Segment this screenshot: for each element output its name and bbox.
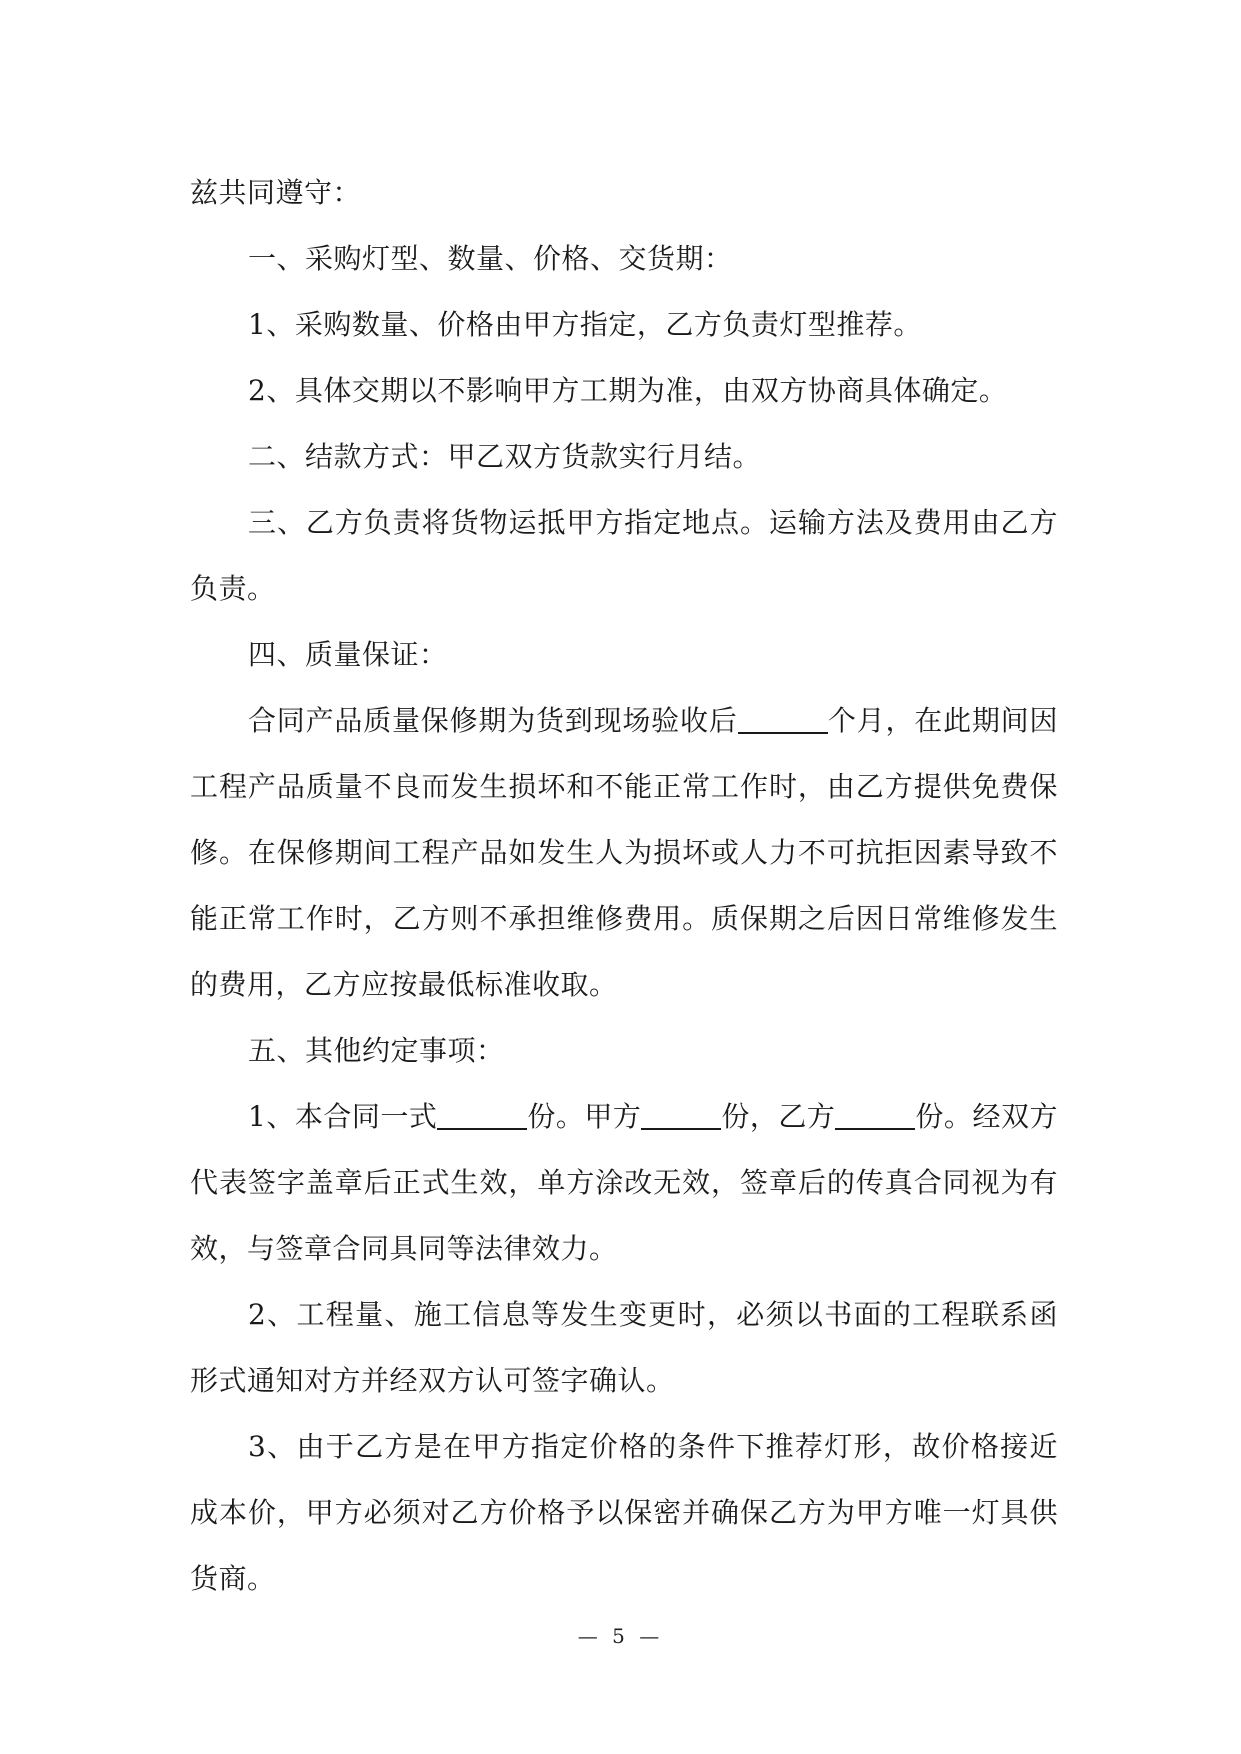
clause-warranty (190, 688, 1058, 1018)
paragraph-text: 一、采购灯型、数量、价格、交货期： (248, 242, 733, 275)
clause-other-1 (190, 1084, 1058, 1282)
warranty-months-blank (738, 702, 828, 734)
paragraph-text: 五、其他约定事项： (248, 1034, 505, 1067)
paragraph-text: 四、质量保证： (248, 638, 448, 671)
paragraph-text: 2、具体交期以不影响甲方工期为准，由双方协商具体确定。 (248, 374, 1008, 407)
paragraph-text: 个月，在此期间因工程产品质量不良而发生损坏和不能正常工作时，由乙方提供免费保修。在保修期间工程产品如发生人为损坏或人力不可抗拒因素导致不能正常工作时，乙方则不承担维修费用。质保期之后因日常维修发生的费用，乙方应按最低标准收取。 (190, 704, 1058, 1001)
paragraph-text: 三、乙方负责将货物运抵甲方指定地点。运输方法及费用由乙方负责。 (190, 506, 1058, 605)
section-heading-procurement (190, 226, 1058, 292)
clause-procurement-1 (190, 292, 1058, 358)
paragraph-text: 份。甲方 (527, 1100, 642, 1133)
paragraph-text: 份。经双方代表签字盖章后正式生效，单方涂改无效，签章后的传真合同视为有效，与签章合同具同等法律效力。 (190, 1100, 1058, 1265)
copies-party-a-blank (641, 1098, 721, 1130)
clause-other-3 (190, 1414, 1058, 1612)
paragraph-text: 3、由于乙方是在甲方指定价格的条件下推荐灯形，故价格接近成本价，甲方必须对乙方价格予以保密并确保乙方为甲方唯一灯具供货商。 (190, 1430, 1058, 1595)
clause-other-2 (190, 1282, 1058, 1414)
section-heading-payment (190, 424, 1058, 490)
paragraph-text: 份，乙方 (721, 1100, 836, 1133)
paragraph-preamble-end (190, 160, 1058, 226)
section-heading-quality (190, 622, 1058, 688)
section-heading-other (190, 1018, 1058, 1084)
paragraph-text: 1、本合同一式 (248, 1100, 438, 1133)
copies-total-blank (437, 1098, 527, 1130)
page-number: — 5 — (577, 1624, 664, 1648)
document-body (190, 160, 1058, 1612)
paragraph-text: 2、工程量、施工信息等发生变更时，必须以书面的工程联系函形式通知对方并经双方认可签字确认。 (190, 1298, 1058, 1397)
copies-party-b-blank (835, 1098, 915, 1130)
paragraph-text: 二、结款方式：甲乙双方货款实行月结。 (248, 440, 762, 473)
paragraph-text: 兹共同遵守： (190, 176, 362, 209)
clause-procurement-2 (190, 358, 1058, 424)
paragraph-text: 1、采购数量、价格由甲方指定，乙方负责灯型推荐。 (248, 308, 922, 341)
section-delivery (190, 490, 1058, 622)
paragraph-text: 合同产品质量保修期为货到现场验收后 (248, 704, 738, 737)
